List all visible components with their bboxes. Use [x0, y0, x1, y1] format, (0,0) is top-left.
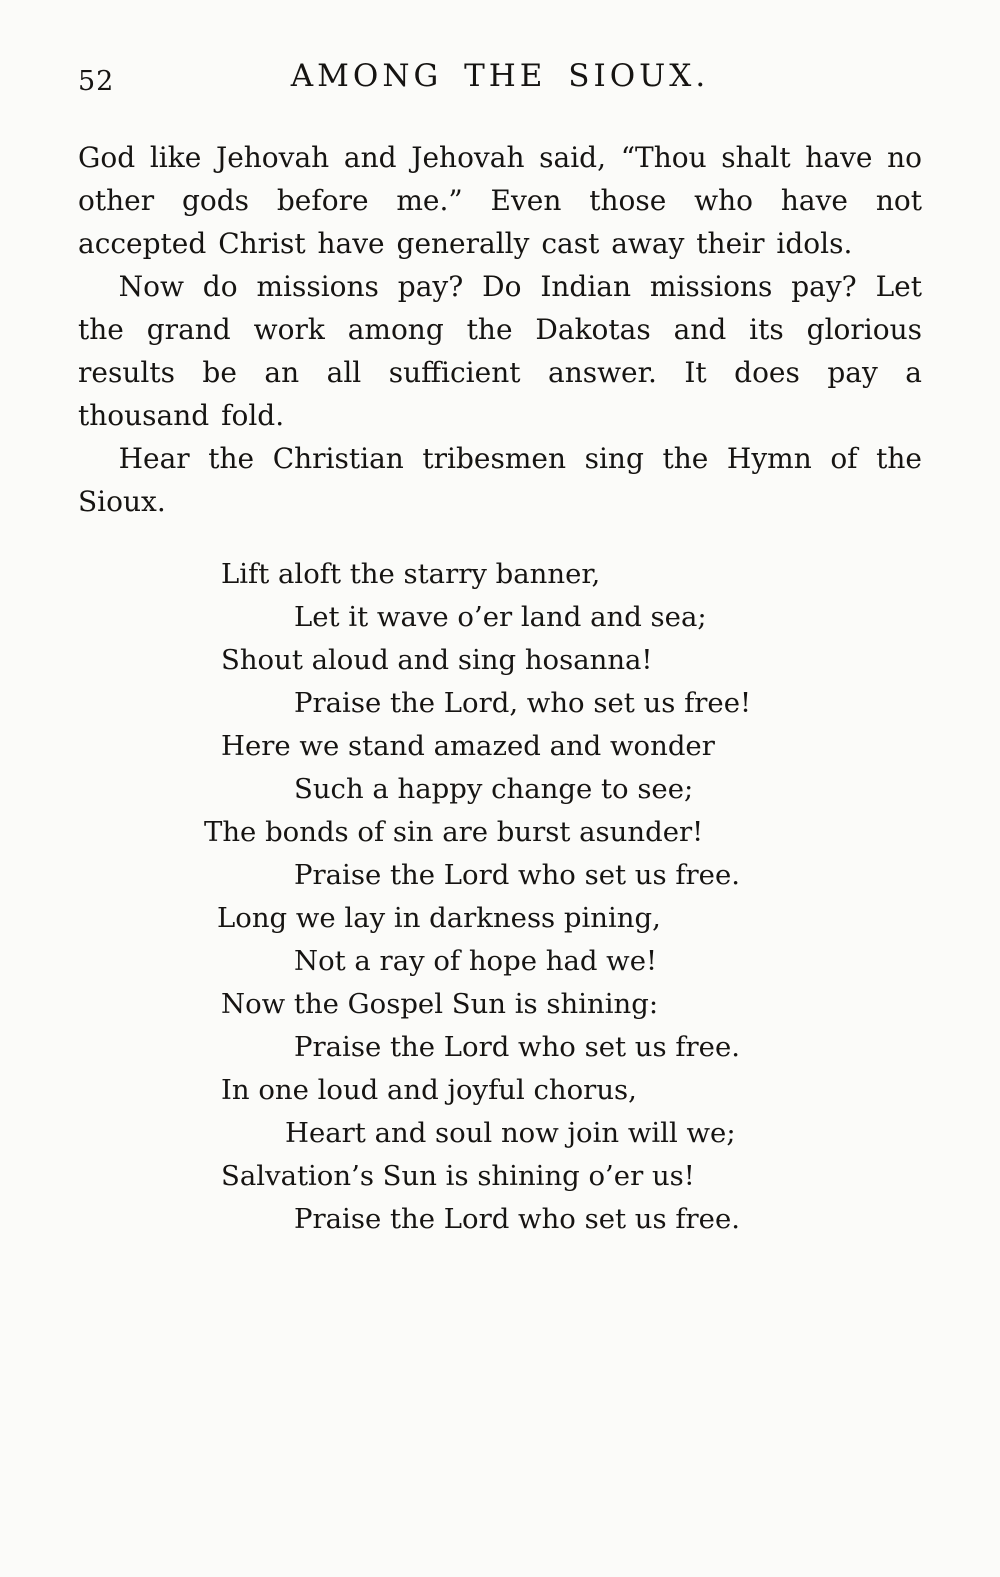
hymn-of-the-sioux — [78, 553, 922, 1241]
poem-line: Praise the Lord, who set us free! — [294, 687, 752, 719]
poem-line: Shout aloud and sing hosanna! — [221, 644, 653, 676]
poem-line: The bonds of sin are burst asunder! — [204, 816, 704, 848]
poem-line: Salvation’s Sun is shining o’er us! — [221, 1160, 695, 1192]
poem-line: Praise the Lord who set us free. — [294, 1031, 740, 1063]
poem-line: Not a ray of hope had we! — [294, 945, 658, 977]
poem-line: Heart and soul now join will we; — [285, 1117, 736, 1149]
poem-line: In one loud and joyful chorus, — [221, 1074, 637, 1106]
poem-line: Praise the Lord who set us free. — [294, 1203, 740, 1235]
poem-line: Such a happy change to see; — [294, 773, 694, 805]
poem-line: Now the Gospel Sun is shining: — [221, 988, 659, 1020]
paragraph: God like Jehovah and Jehovah said, “Thou shalt have no other gods before me.” Even those who have not accepted Christ have generally cast away their idols. — [78, 141, 922, 260]
paragraph: Hear the Christian tribesmen sing the Hymn of the Sioux. — [78, 442, 922, 518]
page-body — [78, 136, 922, 1241]
poem-line: Here we stand amazed and wonder — [221, 730, 715, 762]
paragraph: Now do missions pay? Do Indian missions pay? Let the grand work among the Dakotas and its glorious results be an all sufficient answer. It does pay a thousand fold. — [78, 270, 922, 432]
page-header — [78, 58, 922, 106]
page-number: 52 — [78, 66, 115, 97]
poem-line: Long we lay in darkness pining, — [217, 902, 661, 934]
poem-line: Let it wave o’er land and sea; — [294, 601, 707, 633]
poem-line: Praise the Lord who set us free. — [294, 859, 740, 891]
poem-line: Lift aloft the starry banner, — [221, 558, 601, 590]
running-title: AMONG THE SIOUX. — [290, 58, 710, 94]
